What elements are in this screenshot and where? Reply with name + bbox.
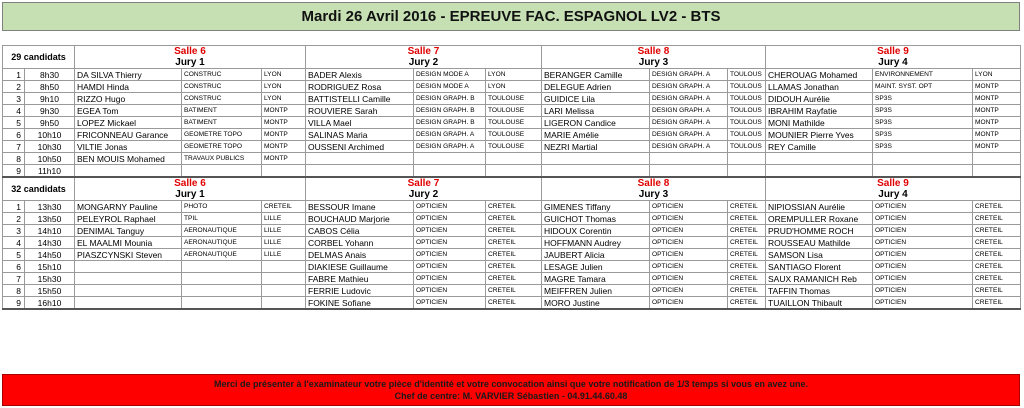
candidate-name: PIASZCYNSKI Steven [75,249,182,261]
table-row [3,297,1021,310]
candidate-section: DESIGN GRAPH. A [650,81,728,93]
candidate-city [262,297,306,310]
candidate-city: LYON [262,69,306,81]
candidate-city [262,261,306,273]
slot-time: 15h10 [25,261,75,273]
candidate-section: OPTICIEN [414,249,486,261]
slot-number: 3 [3,93,25,105]
candidate-city: CRETEIL [486,201,542,213]
slot-time: 10h10 [25,129,75,141]
candidate-section [873,165,973,178]
candidate-section: OPTICIEN [414,273,486,285]
slot-number: 9 [3,165,25,178]
candidate-name: MARIE Amélie [542,129,650,141]
table-row [3,69,1021,81]
candidate-section: OPTICIEN [873,213,973,225]
candidate-section: OPTICIEN [414,237,486,249]
candidate-name: BADER Alexis [306,69,414,81]
table-row [3,213,1021,225]
candidate-name: CHEROUAG Mohamed [766,69,873,81]
candidate-name: TUAILLON Thibault [766,297,873,310]
slot-number: 1 [3,201,25,213]
candidate-city: CRETEIL [973,261,1021,273]
jury-label: Jury 1 [75,189,306,201]
candidate-section: SP3S [873,117,973,129]
candidate-name [766,165,873,178]
slot-time: 10h50 [25,153,75,165]
candidate-city: CRETEIL [486,237,542,249]
candidate-city: CRETEIL [728,225,766,237]
slot-number: 5 [3,249,25,261]
candidate-section: OPTICIEN [873,249,973,261]
candidate-city: CRETEIL [973,297,1021,310]
candidate-section: SP3S [873,93,973,105]
candidate-name: PELEYROL Raphael [75,213,182,225]
candidate-city: LILLE [262,213,306,225]
candidate-city: CRETEIL [728,261,766,273]
candidate-section: BATIMENT [182,105,262,117]
candidate-city: LILLE [262,225,306,237]
candidate-name: MONGARNY Pauline [75,201,182,213]
candidate-section [650,153,728,165]
candidate-name: NIPIOSSIAN Aurélie [766,201,873,213]
candidate-name [75,261,182,273]
candidate-city: CRETEIL [973,201,1021,213]
candidate-name: MEIFFREN Julien [542,285,650,297]
candidate-name: DENIMAL Tanguy [75,225,182,237]
candidate-city: LILLE [262,237,306,249]
candidate-name: CABOS Célia [306,225,414,237]
candidate-city: CRETEIL [973,225,1021,237]
candidate-name: HAMDI Hinda [75,81,182,93]
candidate-section: DESIGN GRAPH. A [650,93,728,105]
candidate-name: VILTIE Jonas [75,141,182,153]
candidate-section [650,165,728,178]
slot-number: 6 [3,129,25,141]
slot-number: 8 [3,285,25,297]
slot-time: 14h50 [25,249,75,261]
candidate-city: TOULOUS [728,81,766,93]
candidate-city: CRETEIL [486,285,542,297]
slot-time: 9h30 [25,105,75,117]
candidate-name: BOUCHAUD Marjorie [306,213,414,225]
candidate-name: EL MAALMI Mounia [75,237,182,249]
candidate-name: MONI Mathilde [766,117,873,129]
candidate-section: OPTICIEN [650,261,728,273]
table-row [3,285,1021,297]
candidate-section: DESIGN GRAPH. B [414,93,486,105]
candidate-section [182,273,262,285]
slot-number: 3 [3,225,25,237]
candidate-name: OREMPULLER Roxane [766,213,873,225]
candidate-city [262,165,306,178]
candidate-section: DESIGN MODE A [414,81,486,93]
candidate-city [973,153,1021,165]
candidate-section: OPTICIEN [873,297,973,310]
salle-header-row [3,177,1021,189]
candidate-city [973,165,1021,178]
slot-number: 7 [3,141,25,153]
candidate-section: CONSTRUC [182,93,262,105]
candidate-city: CRETEIL [728,249,766,261]
candidate-section [182,297,262,310]
candidate-city: TOULOUS [728,69,766,81]
candidate-section: DESIGN GRAPH. A [650,129,728,141]
candidate-city: TOULOUS [728,93,766,105]
candidate-section: DESIGN GRAPH. A [414,141,486,153]
candidate-name: DELMAS Anais [306,249,414,261]
table-row [3,201,1021,213]
candidate-section: OPTICIEN [650,213,728,225]
slot-time: 10h30 [25,141,75,153]
candidate-section: OPTICIEN [414,297,486,310]
slot-number: 4 [3,237,25,249]
slot-time: 15h30 [25,273,75,285]
candidate-name [766,153,873,165]
candidate-section: OPTICIEN [650,225,728,237]
candidate-name: FRICONNEAU Garance [75,129,182,141]
candidate-city: LYON [973,69,1021,81]
candidate-city: MONTP [262,129,306,141]
table-row [3,237,1021,249]
slot-time: 9h50 [25,117,75,129]
candidate-city: CRETEIL [973,273,1021,285]
candidate-name: SAMSON Lisa [766,249,873,261]
jury-label: Jury 2 [306,57,542,69]
candidate-name: HIDOUX Corentin [542,225,650,237]
candidate-city: TOULOUSE [486,141,542,153]
candidate-section: TPIL [182,213,262,225]
table-row [3,249,1021,261]
candidate-city: LYON [262,93,306,105]
candidate-section [182,261,262,273]
candidate-section: SP3S [873,105,973,117]
candidate-section: OPTICIEN [414,225,486,237]
candidate-name: LLAMAS Jonathan [766,81,873,93]
slot-time: 14h10 [25,225,75,237]
candidate-city: CRETEIL [486,213,542,225]
candidate-name [75,165,182,178]
candidate-city: TOULOUSE [486,105,542,117]
slot-time: 14h30 [25,237,75,249]
table-row [3,165,1021,178]
candidate-section [873,153,973,165]
candidate-section: OPTICIEN [650,273,728,285]
candidate-city: CRETEIL [486,261,542,273]
candidate-name: LOPEZ Mickael [75,117,182,129]
candidate-name [542,153,650,165]
candidate-city [486,165,542,178]
candidate-name [306,165,414,178]
slot-time: 8h50 [25,81,75,93]
candidate-section: AERONAUTIQUE [182,225,262,237]
candidate-section: CONSTRUC [182,69,262,81]
candidate-section: DESIGN GRAPH. A [650,105,728,117]
candidate-name: MOUNIER Pierre Yves [766,129,873,141]
candidate-name [75,273,182,285]
candidate-city: TOULOUS [728,129,766,141]
candidate-city: MONTP [973,117,1021,129]
candidate-section: TRAVAUX PUBLICS [182,153,262,165]
candidate-name: DELEGUE Adrien [542,81,650,93]
candidate-name: BATTISTELLI Camille [306,93,414,105]
candidate-name: SALINAS Maria [306,129,414,141]
candidate-section: OPTICIEN [650,285,728,297]
slot-number: 4 [3,105,25,117]
candidate-section: GEOMETRE TOPO [182,129,262,141]
candidate-section: CONSTRUC [182,81,262,93]
table-row [3,81,1021,93]
jury-label: Jury 3 [542,57,766,69]
table-row [3,273,1021,285]
jury-header-row [3,57,1021,69]
candidate-name: REY Camille [766,141,873,153]
slot-time: 11h10 [25,165,75,178]
candidate-name: RODRIGUEZ Rosa [306,81,414,93]
salle-label: Salle 7 [306,46,542,58]
slot-time: 13h30 [25,201,75,213]
candidate-section: SP3S [873,129,973,141]
candidate-city: CRETEIL [973,237,1021,249]
candidate-name: VILLA Mael [306,117,414,129]
slot-number: 6 [3,261,25,273]
candidate-city: CRETEIL [728,237,766,249]
candidate-section [414,153,486,165]
candidate-name: FERRIE Ludovic [306,285,414,297]
candidate-name: TAFFIN Thomas [766,285,873,297]
candidate-name: SAUX RAMANICH Reb [766,273,873,285]
slot-number: 1 [3,69,25,81]
schedule-table [2,45,1021,310]
candidate-name: MAGRE Tamara [542,273,650,285]
candidate-city: MONTP [262,105,306,117]
candidate-section: OPTICIEN [873,201,973,213]
candidate-section: DESIGN GRAPH. A [650,141,728,153]
salle-label: Salle 6 [75,46,306,58]
candidate-name: RIZZO Hugo [75,93,182,105]
candidate-section: SP3S [873,141,973,153]
candidate-city: TOULOUSE [486,117,542,129]
table-row [3,225,1021,237]
candidate-name: BEN MOUIS Mohamed [75,153,182,165]
candidate-city: MONTP [973,93,1021,105]
candidate-name: HOFFMANN Audrey [542,237,650,249]
slot-time: 16h10 [25,297,75,310]
candidate-city: LYON [486,81,542,93]
candidate-city: TOULOUSE [486,129,542,141]
candidate-section [414,165,486,178]
candidate-name [75,285,182,297]
salle-header-row [3,46,1021,58]
jury-label: Jury 3 [542,189,766,201]
candidate-section [182,165,262,178]
table-row [3,93,1021,105]
candidate-city: MONTP [973,129,1021,141]
candidate-section: DESIGN GRAPH. A [414,129,486,141]
candidate-section: AERONAUTIQUE [182,237,262,249]
candidate-section: AERONAUTIQUE [182,249,262,261]
salle-label: Salle 9 [766,46,1021,58]
candidate-city: TOULOUS [728,117,766,129]
candidate-city: TOULOUS [728,141,766,153]
candidate-name: IBRAHIM Rayfatie [766,105,873,117]
slot-time: 15h50 [25,285,75,297]
candidate-section: DESIGN MODE A [414,69,486,81]
candidate-name [75,297,182,310]
jury-label: Jury 4 [766,57,1021,69]
candidate-section: OPTICIEN [873,225,973,237]
slot-number: 9 [3,297,25,310]
candidate-name: BESSOUR Imane [306,201,414,213]
slot-number: 5 [3,117,25,129]
candidate-section: OPTICIEN [873,285,973,297]
candidate-section: OPTICIEN [873,261,973,273]
candidate-section: OPTICIEN [650,237,728,249]
candidate-section: OPTICIEN [650,297,728,310]
slot-number: 2 [3,81,25,93]
candidate-section: OPTICIEN [873,273,973,285]
candidate-name: ROUVIERE Sarah [306,105,414,117]
candidate-name: PRUD'HOMME ROCH [766,225,873,237]
candidate-section: ENVIRONNEMENT [873,69,973,81]
candidate-city: CRETEIL [486,273,542,285]
candidate-city: CRETEIL [728,213,766,225]
slot-number: 2 [3,213,25,225]
candidate-name [306,153,414,165]
candidate-section: DESIGN GRAPH. B [414,117,486,129]
candidate-city [486,153,542,165]
footer-notice [2,374,1020,406]
candidate-name: GIMENES Tiffany [542,201,650,213]
candidate-name: GUIDICE Lila [542,93,650,105]
candidate-section: OPTICIEN [414,261,486,273]
candidates-count: 29 candidats [3,46,75,69]
candidate-name: DIAKIESE Guillaume [306,261,414,273]
candidate-city: CRETEIL [728,201,766,213]
candidate-city: MONTP [973,141,1021,153]
slot-time: 8h30 [25,69,75,81]
candidate-name: CORBEL Yohann [306,237,414,249]
candidate-city: CRETEIL [262,201,306,213]
candidate-name: FOKINE Sofiane [306,297,414,310]
candidate-section: OPTICIEN [650,249,728,261]
candidate-section: MAINT. SYST. OPT [873,81,973,93]
table-row [3,261,1021,273]
candidate-city: CRETEIL [486,297,542,310]
candidate-city: CRETEIL [728,273,766,285]
candidate-city: CRETEIL [486,225,542,237]
candidate-city: MONTP [973,105,1021,117]
table-row [3,105,1021,117]
candidate-section: DESIGN GRAPH. A [650,117,728,129]
candidate-name: LARI Melissa [542,105,650,117]
candidate-name: DA SILVA Thierry [75,69,182,81]
candidate-section [182,285,262,297]
salle-label: Salle 7 [306,177,542,189]
jury-label: Jury 4 [766,189,1021,201]
jury-header-row [3,189,1021,201]
page-title: Mardi 26 Avril 2016 - EPREUVE FAC. ESPAGNOL LV2 - BTS [2,2,1020,31]
candidate-name: OUSSENI Archimed [306,141,414,153]
candidate-section: DESIGN GRAPH. A [650,69,728,81]
candidate-name: DIDOUH Aurélie [766,93,873,105]
footer-contact: Chef de centre: M. VARVIER Sébastien - 04.91.44.60.48 [394,391,628,401]
slot-time: 9h10 [25,93,75,105]
table-row [3,129,1021,141]
candidate-section: DESIGN GRAPH. B [414,105,486,117]
candidate-section: OPTICIEN [414,213,486,225]
salle-label: Salle 9 [766,177,1021,189]
slot-time: 13h50 [25,213,75,225]
candidate-name: ROUSSEAU Mathilde [766,237,873,249]
candidate-city [262,285,306,297]
candidate-city: CRETEIL [728,285,766,297]
candidate-city: MONTP [262,117,306,129]
candidate-section: OPTICIEN [414,285,486,297]
candidate-name: NEZRI Martial [542,141,650,153]
candidate-name: SANTIAGO Florent [766,261,873,273]
table-row [3,117,1021,129]
candidate-name: MORO Justine [542,297,650,310]
candidate-name: LIGERON Candice [542,117,650,129]
candidate-city: CRETEIL [973,249,1021,261]
candidate-name: JAUBERT Alicia [542,249,650,261]
slot-number: 7 [3,273,25,285]
candidate-name: EGEA Tom [75,105,182,117]
candidate-city: MONTP [973,81,1021,93]
candidate-name: BERANGER Camille [542,69,650,81]
jury-label: Jury 2 [306,189,542,201]
candidate-city [262,273,306,285]
candidate-name: FABRE Mathieu [306,273,414,285]
candidate-section: OPTICIEN [650,201,728,213]
candidate-city: LYON [486,69,542,81]
candidate-city: LYON [262,81,306,93]
salle-label: Salle 8 [542,177,766,189]
table-row [3,141,1021,153]
salle-label: Salle 6 [75,177,306,189]
jury-label: Jury 1 [75,57,306,69]
candidate-city: CRETEIL [973,285,1021,297]
candidate-city: LILLE [262,249,306,261]
candidate-city: MONTP [262,141,306,153]
salle-label: Salle 8 [542,46,766,58]
candidate-city: CRETEIL [973,213,1021,225]
candidate-city [728,165,766,178]
candidate-city: TOULOUS [728,105,766,117]
candidate-name: GUICHOT Thomas [542,213,650,225]
candidate-city: CRETEIL [728,297,766,310]
candidate-name [542,165,650,178]
candidates-count: 32 candidats [3,177,75,201]
candidate-city: MONTP [262,153,306,165]
table-row [3,153,1021,165]
candidate-section: OPTICIEN [414,201,486,213]
candidate-section: BATIMENT [182,117,262,129]
candidate-section: PHOTO [182,201,262,213]
slot-number: 8 [3,153,25,165]
candidate-city: TOULOUSE [486,93,542,105]
candidate-city [728,153,766,165]
candidate-name: LESAGE Julien [542,261,650,273]
candidate-section: GEOMETRE TOPO [182,141,262,153]
candidate-section: OPTICIEN [873,237,973,249]
candidate-city: CRETEIL [486,249,542,261]
footer-instructions: Merci de présenter à l'examinateur votre pièce d'identité et votre convocation ainsi que votre notification de 1/3 temps si vous en avez une. [214,379,808,389]
